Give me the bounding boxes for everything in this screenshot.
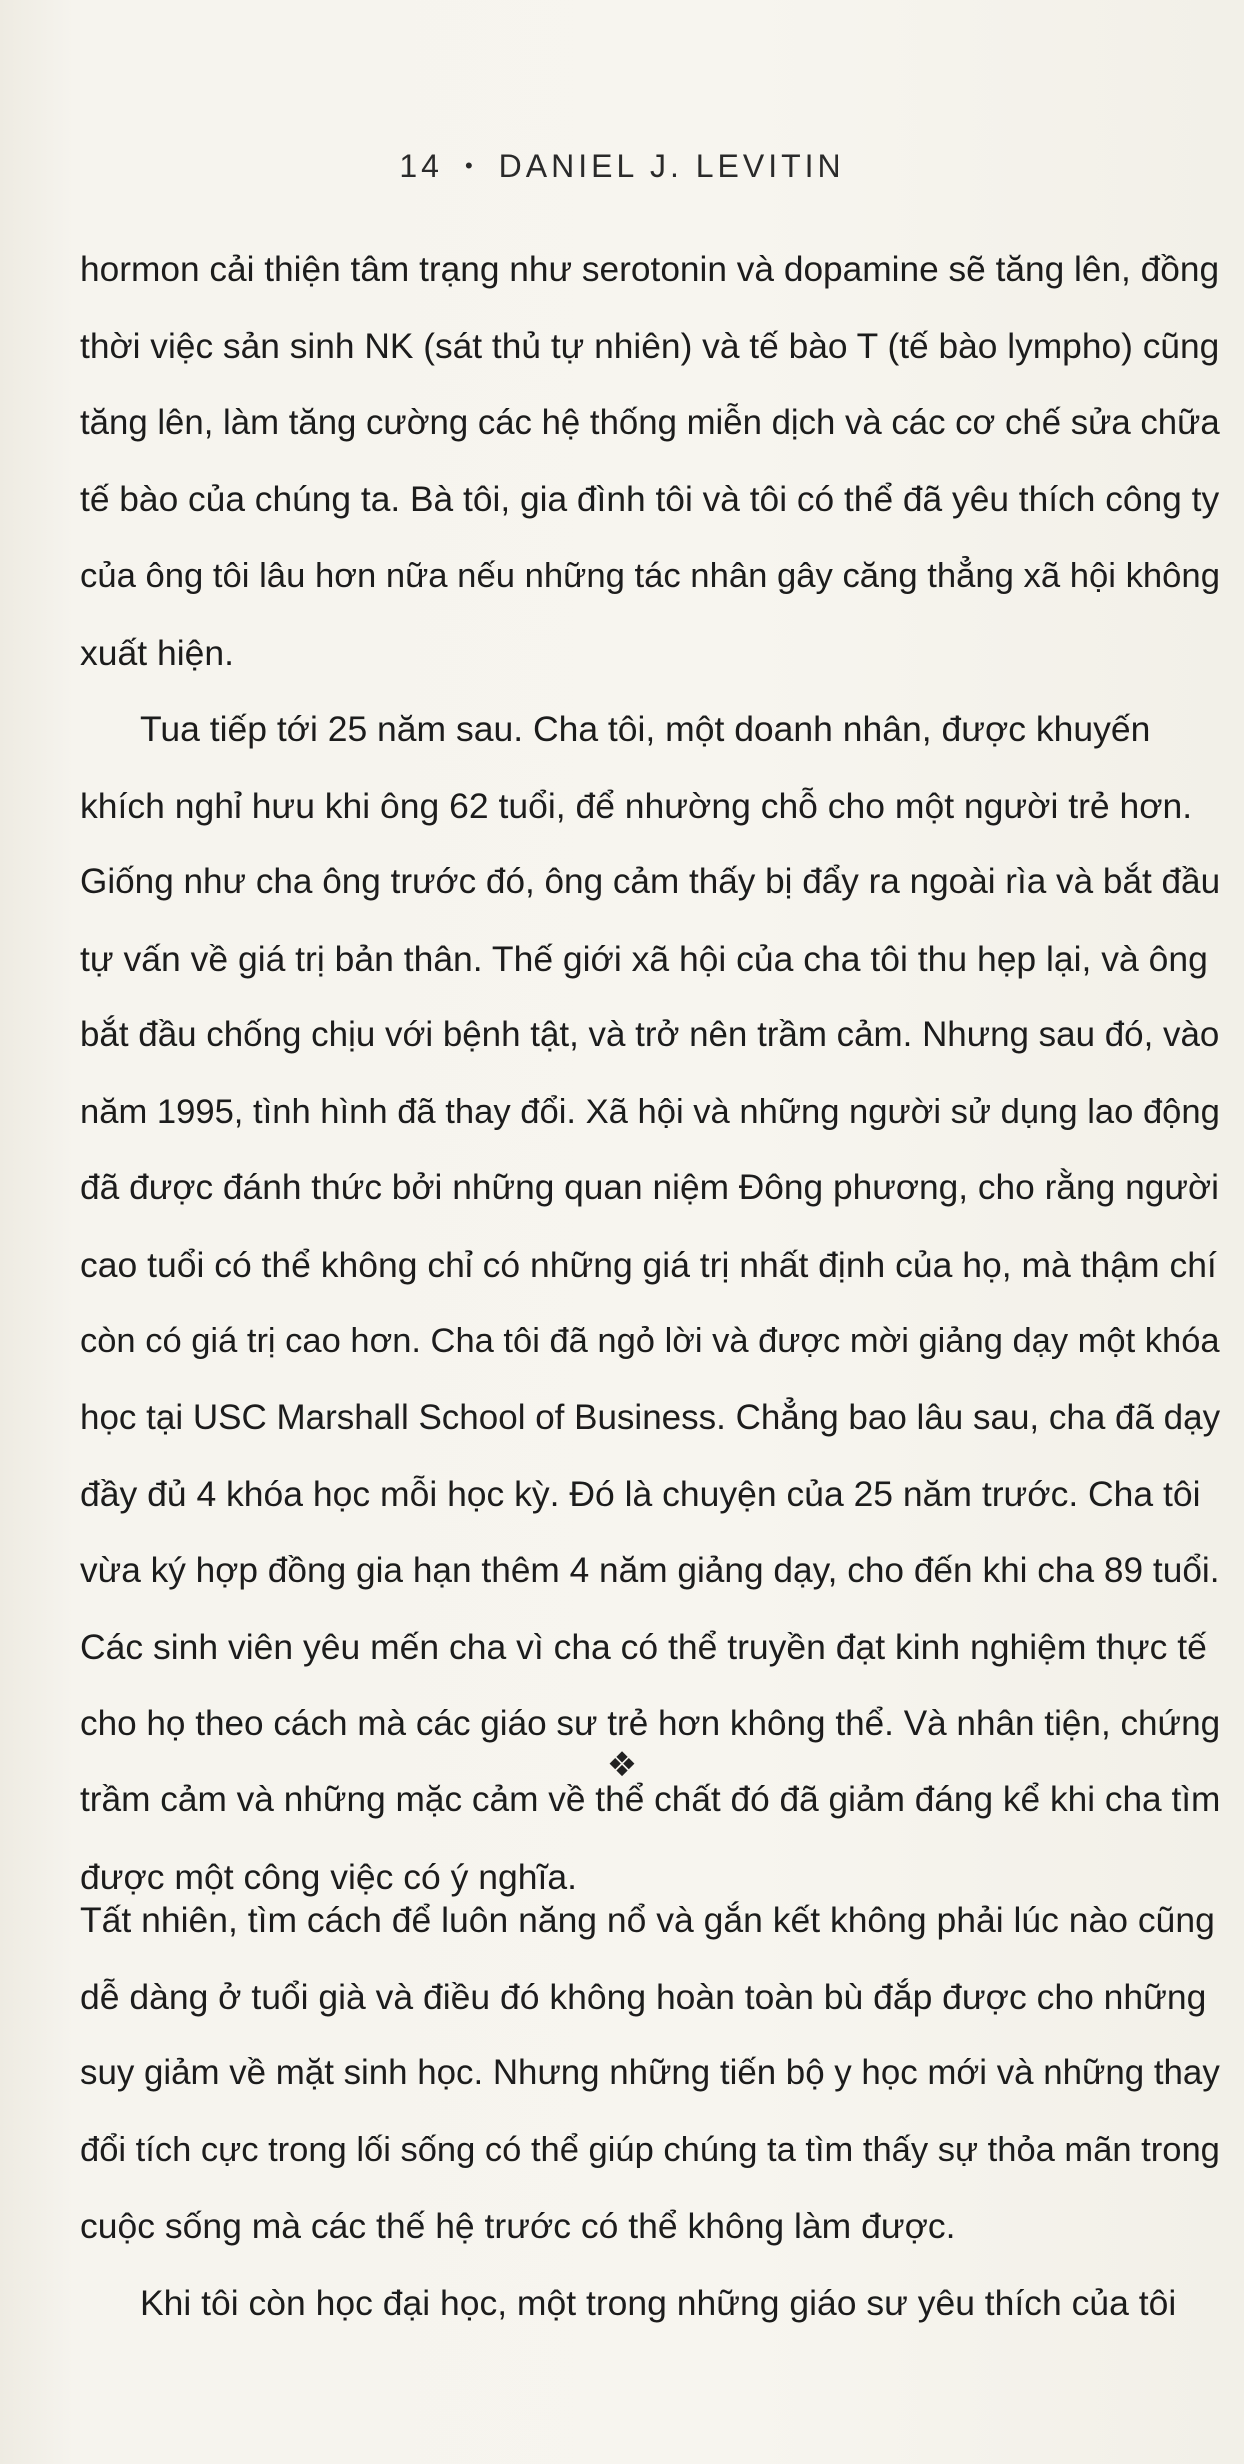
text-line: khích nghỉ hưu khi ông 62 tuổi, để nhường chỗ cho một người trẻ hơn. [80,785,1193,826]
paragraph-start-line: Khi tôi còn học đại học, một trong những giáo sư yêu thích của tôi [140,2282,1177,2323]
text-line: năm 1995, tình hình đã thay đổi. Xã hội và những người sử dụng lao động [80,1092,1220,1131]
text-line: tự vấn về giá trị bản thân. Thế giới xã hội của cha tôi thu hẹp lại, và ông [80,938,1208,979]
running-header [0,148,1244,185]
text-line: trầm cảm và những mặc cảm về thể chất đó đã giảm đáng kể khi cha tìm [80,1780,1221,1819]
text-line: Các sinh viên yêu mến cha vì cha có thể truyền đạt kinh nghiệm thực tế [80,1627,1207,1667]
text-line: Tất nhiên, tìm cách để luôn năng nổ và gắn kết không phải lúc nào cũng [80,1900,1215,1940]
text-line: vừa ký hợp đồng gia hạn thêm 4 năm giảng dạy, cho đến khi cha 89 tuổi. [80,1550,1220,1590]
text-line: suy giảm về mặt sinh học. Nhưng những tiến bộ y học mới và những thay [80,2053,1220,2092]
text-line: bắt đầu chống chịu với bệnh tật, và trở nên trầm cảm. Nhưng sau đó, vào [80,1015,1220,1054]
body-text-section-1 [80,232,1220,1915]
text-line: của ông tôi lâu hơn nữa nếu những tác nhân gây căng thẳng xã hội không [80,557,1220,595]
text-line: thời việc sản sinh NK (sát thủ tự nhiên) và tế bào T (tế bào lympho) cũng [80,326,1220,366]
text-line: dễ dàng ở tuổi già và điều đó không hoàn toàn bù đắp được cho những [80,1976,1207,2017]
text-line: còn có giá trị cao hơn. Cha tôi đã ngỏ lời và được mời giảng dạy một khóa [80,1322,1220,1360]
text-line: đã được đánh thức bởi những quan niệm Đông phương, cho rằng người [80,1168,1219,1207]
page-number: 14 [399,148,443,184]
text-line: đầy đủ 4 khóa học mỗi học kỳ. Đó là chuyện của 25 năm trước. Cha tôi [80,1474,1201,1514]
text-line: cuộc sống mà các thế hệ trước có thể không làm được. [80,2206,956,2246]
text-line: tế bào của chúng ta. Bà tôi, gia đình tôi và tôi có thể đã yêu thích công ty [80,479,1220,519]
text-line: học tại USC Marshall School of Business. Chẳng bao lâu sau, cha đã dạy [80,1397,1221,1437]
author-name: DANIEL J. LEVITIN [498,148,845,184]
text-line: xuất hiện. [80,632,234,673]
text-line: cao tuổi có thể không chỉ có những giá trị nhất định của họ, mà thậm chí [80,1244,1217,1285]
paragraph-start-line: Tua tiếp tới 25 năm sau. Cha tôi, một doanh nhân, được khuyến [140,709,1151,749]
text-line: đổi tích cực trong lối sống có thể giúp chúng ta tìm thấy sự thỏa mãn trong [80,2130,1220,2169]
text-line: cho họ theo cách mà các giáo sư trẻ hơn không thể. Và nhân tiện, chứng [80,1703,1221,1743]
text-line: Giống như cha ông trước đó, ông cảm thấy bị đẩy ra ngoài rìa và bắt đầu [80,862,1221,901]
header-separator: • [464,153,477,178]
text-line: hormon cải thiện tâm trạng như serotonin và dopamine sẽ tăng lên, đồng [80,250,1220,289]
body-text-section-2 [80,1882,1220,2341]
section-break-ornament-icon: ❖ [606,1745,638,1785]
text-line: được một công việc có ý nghĩa. [80,1856,577,1897]
text-line: tăng lên, làm tăng cường các hệ thống miễn dịch và các cơ chế sửa chữa [80,404,1220,442]
